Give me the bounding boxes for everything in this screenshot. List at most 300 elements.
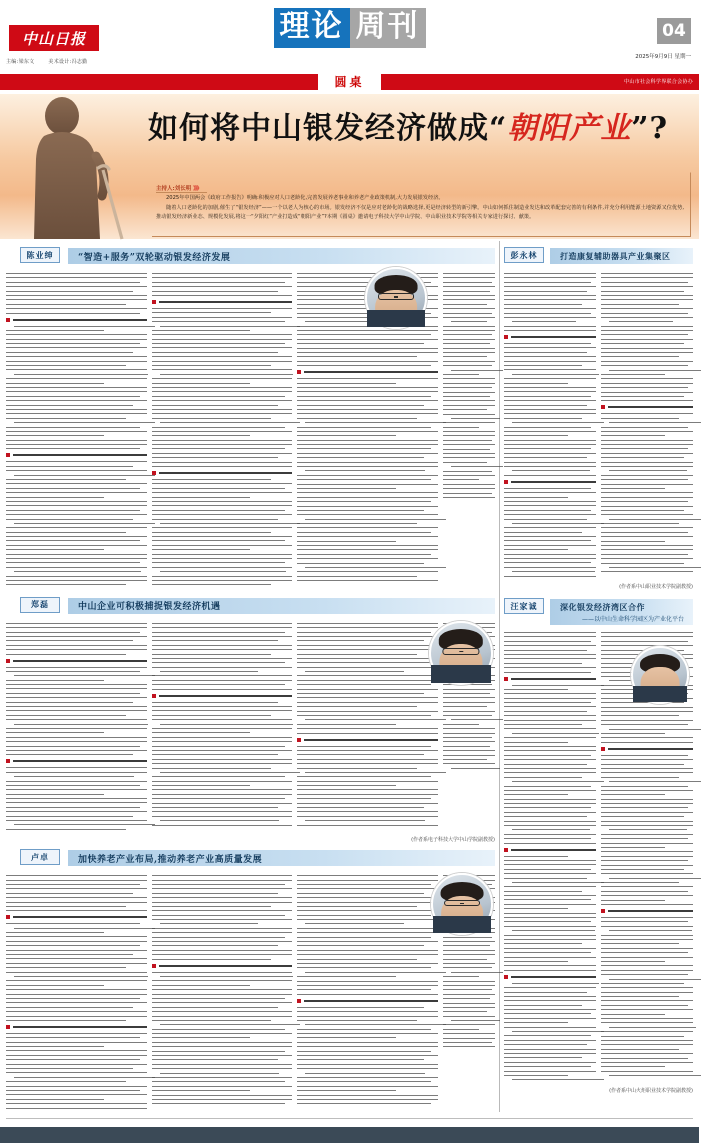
body-text-line — [297, 413, 438, 414]
body-text-line — [6, 400, 147, 401]
bullet-square-icon — [297, 738, 301, 742]
body-text-line — [601, 948, 693, 949]
body-text-line — [152, 702, 279, 703]
body-text-line — [6, 299, 147, 300]
body-text-line — [504, 475, 596, 476]
article-5-header — [504, 598, 693, 628]
body-text-line — [6, 767, 147, 768]
body-text-line — [601, 527, 693, 528]
article-4-title-bar[interactable] — [68, 850, 495, 866]
body-text-line — [152, 440, 293, 441]
article-2-author-tag[interactable]: 彭永林 — [504, 247, 544, 263]
body-text-line — [6, 710, 147, 711]
portrait-suit — [433, 916, 491, 933]
body-text-line — [443, 361, 495, 362]
body-text-line — [6, 688, 147, 689]
body-text-line — [504, 917, 596, 918]
article-1-author-tag[interactable]: 陈业绅 — [20, 247, 60, 263]
body-text-line — [152, 1007, 279, 1008]
subsection-heading — [152, 471, 293, 475]
body-text-line — [504, 838, 591, 839]
body-text-line — [14, 523, 155, 524]
page-number-badge: 04 — [657, 18, 691, 44]
body-text-line — [152, 794, 293, 795]
body-text-line — [152, 352, 279, 353]
body-text-line — [297, 506, 438, 507]
body-text-line — [601, 506, 693, 507]
article-2-signature: (作者系中山职业技术学院副教授) — [619, 584, 693, 590]
body-text-line — [152, 321, 286, 322]
body-text-line — [6, 1046, 104, 1047]
body-text-line — [601, 523, 679, 524]
body-text-line — [6, 781, 147, 782]
body-text-line — [297, 1051, 431, 1052]
body-text-line — [504, 576, 596, 577]
body-text-line — [504, 361, 596, 362]
body-text-line — [14, 928, 155, 929]
body-text-line — [443, 440, 492, 441]
body-text-line — [152, 706, 293, 707]
body-text-line — [297, 811, 438, 812]
body-text-line — [504, 886, 596, 887]
body-text-line — [297, 1011, 438, 1012]
body-text-line — [443, 462, 487, 463]
body-text-line — [443, 387, 492, 388]
body-text-line — [443, 427, 479, 428]
body-text-line — [504, 759, 596, 760]
body-text-line — [6, 737, 147, 738]
body-text-line — [504, 698, 596, 699]
body-text-line — [152, 1055, 293, 1056]
body-text-line — [152, 1059, 279, 1060]
subsection-heading — [297, 999, 438, 1003]
body-text-line — [297, 746, 431, 747]
body-text-line — [6, 754, 133, 755]
body-text-line — [297, 448, 431, 449]
body-text-line — [504, 1062, 596, 1063]
body-text-line — [443, 763, 495, 764]
body-text-line — [297, 387, 438, 388]
article-1-title-bar[interactable] — [68, 248, 495, 264]
body-text-line — [297, 919, 438, 920]
body-text-line — [504, 308, 596, 309]
body-text-line — [297, 488, 395, 489]
body-text-line — [297, 803, 438, 804]
body-text-line — [6, 980, 147, 981]
body-text-line — [504, 689, 568, 690]
body-text-line — [504, 672, 591, 673]
subsection-heading-text — [13, 1026, 147, 1028]
body-text-line — [443, 1016, 495, 1017]
body-text-line — [504, 834, 596, 835]
body-text-line — [504, 921, 591, 922]
body-text-line — [504, 540, 591, 541]
body-text-line — [297, 435, 395, 436]
body-text-line — [297, 563, 424, 564]
body-text-line — [504, 957, 596, 958]
body-text-line — [297, 798, 431, 799]
body-text-line — [152, 750, 293, 751]
body-text-line — [152, 514, 293, 515]
body-text-line — [6, 798, 147, 799]
body-text-line — [504, 1040, 596, 1041]
body-text-line — [152, 1086, 293, 1087]
body-text-line — [451, 768, 500, 769]
body-text-line — [601, 317, 693, 318]
body-text-line — [297, 884, 431, 885]
body-text-line — [6, 728, 147, 729]
body-text-line — [297, 554, 431, 555]
body-text-line — [504, 961, 568, 962]
body-text-line — [6, 466, 133, 467]
body-text-line — [443, 365, 492, 366]
body-text-line — [443, 282, 492, 283]
article-3-author-tag[interactable]: 郑磊 — [20, 597, 60, 613]
weekly-title-primary: 理论 — [274, 8, 350, 48]
bullet-square-icon — [6, 659, 10, 663]
body-text-line — [601, 636, 693, 637]
body-text-line — [152, 667, 293, 668]
article-2-header — [504, 247, 693, 269]
masthead — [0, 0, 699, 70]
body-text-line — [601, 361, 693, 362]
body-text-line — [297, 680, 438, 681]
body-text-line — [297, 1007, 424, 1008]
body-text-line — [512, 1079, 604, 1080]
body-text-line — [601, 549, 693, 550]
body-text-line — [504, 277, 596, 278]
body-text-line — [297, 1059, 424, 1060]
body-text-line — [160, 1024, 301, 1025]
body-text-line — [152, 365, 272, 366]
subsection-heading-text — [511, 481, 596, 483]
body-text-line — [601, 400, 693, 401]
body-text-line — [152, 369, 293, 370]
body-text-line — [504, 935, 596, 936]
body-text-line — [504, 742, 568, 743]
body-text-line — [512, 829, 590, 830]
body-text-line — [601, 277, 693, 278]
body-text-line — [601, 1049, 679, 1050]
headline-quote-close: ” — [631, 111, 650, 146]
body-text-line — [152, 291, 279, 292]
subsection-heading — [152, 300, 293, 304]
bullet-square-icon — [504, 677, 508, 681]
body-text-line — [443, 444, 495, 445]
body-text-line — [504, 641, 591, 642]
body-text-line — [504, 952, 591, 953]
subsection-heading-text — [511, 849, 596, 851]
lead-paragraph-2: 随着人口老龄化的加剧,催生了“银发经济”——一个以老人为核心的市场。银发经济不仅是应对老龄化的战略选择,更是经济转型的新引擎。中山如何抓住制造业发达和改革配套完善的有利条件,并充分利用能源土地资源又位优势,推动银发经济新业态、规模化发展,将这一“夕阳红”产业打造成“朝阳产业”?本期《圆桌》邀请电子科技大学中山学院、中山职业技术学院等相关专家进行探讨、献策。 — [156, 204, 684, 221]
body-text-line — [152, 763, 293, 764]
body-text-line — [504, 405, 587, 406]
body-text-line — [152, 497, 250, 498]
body-text-line — [6, 636, 147, 637]
body-text-line — [297, 365, 431, 366]
body-text-line — [152, 396, 286, 397]
body-text-line — [6, 1020, 126, 1021]
body-text-line — [297, 330, 438, 331]
body-text-line — [443, 435, 495, 436]
article-3-header — [6, 597, 495, 619]
body-text-line — [6, 1068, 133, 1069]
body-text-line — [443, 963, 495, 964]
article-2-columns — [504, 273, 693, 580]
body-text-line — [504, 514, 596, 515]
body-text-line — [297, 693, 424, 694]
body-text-line — [443, 339, 495, 340]
body-text-line — [601, 961, 665, 962]
body-text-line — [601, 554, 688, 555]
body-text-line — [504, 413, 596, 414]
body-text-line — [152, 645, 293, 646]
body-text-line — [6, 829, 126, 830]
body-text-line — [443, 414, 495, 415]
body-text-line — [443, 711, 495, 712]
body-text-line — [152, 343, 286, 344]
body-text-line — [601, 383, 693, 384]
body-text-line — [504, 536, 596, 537]
bullet-square-icon — [297, 999, 301, 1003]
body-text-line — [152, 746, 286, 747]
body-text-line — [6, 667, 147, 668]
subsection-heading — [6, 759, 147, 763]
body-text-line — [6, 750, 147, 751]
body-text-line — [152, 330, 250, 331]
article-3-title-bar[interactable] — [68, 598, 495, 614]
body-text-line — [601, 453, 693, 454]
body-text-line — [305, 470, 425, 471]
body-text-line — [601, 558, 693, 559]
body-text-line — [160, 820, 280, 821]
body-text-line — [443, 343, 490, 344]
body-text-line — [6, 558, 147, 559]
body-text-line — [160, 523, 301, 524]
body-text-line — [6, 954, 133, 955]
body-text-line — [504, 1066, 591, 1067]
body-text-line — [6, 807, 140, 808]
body-text-line — [609, 321, 673, 322]
body-text-line — [297, 636, 438, 637]
body-text-line — [443, 383, 495, 384]
subsection-heading-text — [13, 916, 147, 918]
body-text-line — [601, 926, 693, 927]
body-text-line — [443, 737, 492, 738]
body-text-line — [601, 996, 679, 997]
lead-host-tag — [156, 184, 207, 193]
subsection-heading — [152, 694, 293, 698]
body-text-line — [297, 627, 438, 628]
body-text-line — [504, 1000, 596, 1001]
body-text-line — [14, 976, 148, 977]
subsection-heading-text — [608, 406, 693, 408]
body-text-line — [14, 824, 155, 825]
body-text-line — [443, 1003, 495, 1004]
body-text-line — [601, 501, 688, 502]
body-text-line — [451, 370, 503, 371]
subsection-heading — [152, 964, 293, 968]
masthead-editor: 主编:梁东文 — [6, 59, 35, 65]
article-2-title-bar[interactable] — [550, 248, 693, 264]
body-text-line — [6, 488, 140, 489]
hero-block — [0, 94, 699, 239]
body-text-line — [152, 662, 286, 663]
body-text-line — [297, 1020, 417, 1021]
body-text-line — [504, 724, 582, 725]
article-5-author-tag[interactable]: 汪家诚 — [504, 598, 544, 614]
body-text-line — [297, 706, 417, 707]
subsection-heading — [6, 659, 147, 663]
body-text-line — [152, 811, 293, 812]
body-text-line — [6, 562, 140, 563]
body-text-line — [297, 497, 438, 498]
newspaper-logo-text: 中山日报 — [21, 29, 86, 48]
body-text-line — [152, 409, 293, 410]
body-text-line — [504, 895, 596, 896]
body-text-line — [6, 702, 133, 703]
body-text-line — [601, 1040, 693, 1041]
body-text-line — [443, 989, 492, 990]
bullet-square-icon — [152, 471, 156, 475]
body-text-line — [601, 291, 684, 292]
body-text-line — [504, 891, 582, 892]
body-text-line — [152, 640, 279, 641]
body-text-line — [152, 807, 279, 808]
body-text-line — [152, 347, 293, 348]
body-text-line — [6, 772, 147, 773]
body-text-line — [443, 396, 490, 397]
body-text-line — [297, 981, 438, 982]
newspaper-logo[interactable] — [8, 24, 100, 52]
body-text-line — [512, 1031, 604, 1032]
body-text-line — [504, 764, 587, 765]
body-text-line — [443, 954, 495, 955]
body-text-line — [297, 466, 438, 467]
body-text-line — [297, 937, 431, 938]
body-text-line — [512, 374, 599, 375]
body-text-line — [504, 326, 596, 327]
body-text-line — [6, 958, 147, 959]
body-text-line — [601, 1000, 693, 1001]
body-text-line — [152, 675, 293, 676]
body-text-line — [6, 461, 147, 462]
body-text-line — [305, 422, 446, 423]
body-text-line — [504, 786, 591, 787]
bullet-square-icon — [504, 848, 508, 852]
body-text-line — [601, 545, 693, 546]
footer-divider — [6, 1118, 693, 1119]
body-text-line — [160, 422, 301, 423]
article-4-author-tag[interactable]: 卢卓 — [20, 849, 60, 865]
body-text-line — [443, 374, 479, 375]
subsection-heading — [297, 738, 438, 742]
body-text-line — [451, 1020, 500, 1021]
body-text-line — [601, 356, 679, 357]
body-text-line — [152, 527, 293, 528]
body-text-line — [6, 580, 147, 581]
body-text-line — [6, 554, 147, 555]
body-text-line — [504, 645, 596, 646]
subsection-heading-text — [304, 739, 438, 741]
article-3-title: 中山企业可积极捕捉银发经济机遇 — [78, 602, 221, 613]
body-text-line — [601, 387, 688, 388]
body-text-line — [152, 816, 293, 817]
body-text-line — [451, 466, 503, 467]
subsection-heading — [6, 453, 147, 457]
body-text-line — [504, 807, 591, 808]
body-text-line — [14, 326, 155, 327]
body-text-line — [6, 343, 140, 344]
body-text-line — [504, 378, 596, 379]
body-text-line — [601, 759, 693, 760]
body-text-line — [297, 754, 424, 755]
body-text-line — [152, 759, 293, 760]
article-5-title-bar[interactable] — [550, 599, 693, 625]
body-text-line — [6, 365, 126, 366]
body-text-line — [14, 374, 148, 375]
body-text-line — [512, 422, 604, 423]
body-text-line — [6, 413, 147, 414]
body-text-line — [152, 954, 293, 955]
body-text-line — [297, 334, 431, 335]
body-text-line — [601, 799, 693, 800]
body-text-line — [504, 549, 568, 550]
article-2-title: 打造康复辅助器具产业集聚区 — [560, 250, 671, 261]
body-text-line — [504, 400, 596, 401]
body-text-line — [297, 361, 438, 362]
body-text-line — [6, 902, 147, 903]
body-text-line — [443, 308, 495, 309]
bullet-square-icon — [601, 909, 605, 913]
subsection-heading — [504, 677, 596, 681]
bullet-square-icon — [6, 453, 10, 457]
body-text-line — [152, 339, 293, 340]
body-text-line — [297, 1037, 395, 1038]
body-text-line — [504, 365, 582, 366]
body-text-line — [443, 724, 479, 725]
body-text-line — [504, 282, 591, 283]
body-text-line — [504, 418, 582, 419]
body-text-line — [504, 720, 596, 721]
body-text-line — [152, 785, 250, 786]
article-4-title: 加快养老产业布局,推动养老产业高质量发展 — [78, 854, 263, 865]
body-text-line — [609, 1075, 701, 1076]
body-text-line — [504, 387, 596, 388]
article-5-signature: (作者系中山火炬职业技术学院副教授) — [609, 1087, 693, 1094]
body-text-line — [297, 667, 438, 668]
body-text-line — [297, 875, 438, 876]
body-text-line — [443, 479, 479, 480]
body-text-line — [6, 1090, 140, 1091]
body-text-line — [152, 1033, 293, 1034]
body-text-line — [152, 501, 293, 502]
body-text-line — [152, 897, 293, 898]
bullet-square-icon — [504, 975, 508, 979]
body-text-line — [6, 1042, 147, 1043]
body-text-line — [297, 475, 438, 476]
elderly-person-silhouette — [10, 94, 140, 239]
body-text-line — [601, 466, 693, 467]
body-text-line — [504, 440, 596, 441]
body-text-line — [297, 1033, 438, 1034]
body-text-line — [14, 475, 155, 476]
body-text-line — [601, 273, 693, 274]
body-text-line — [6, 963, 147, 964]
body-text-line — [609, 422, 701, 423]
body-text-line — [6, 536, 147, 537]
body-text-line — [451, 719, 503, 720]
body-text-line — [297, 418, 417, 419]
